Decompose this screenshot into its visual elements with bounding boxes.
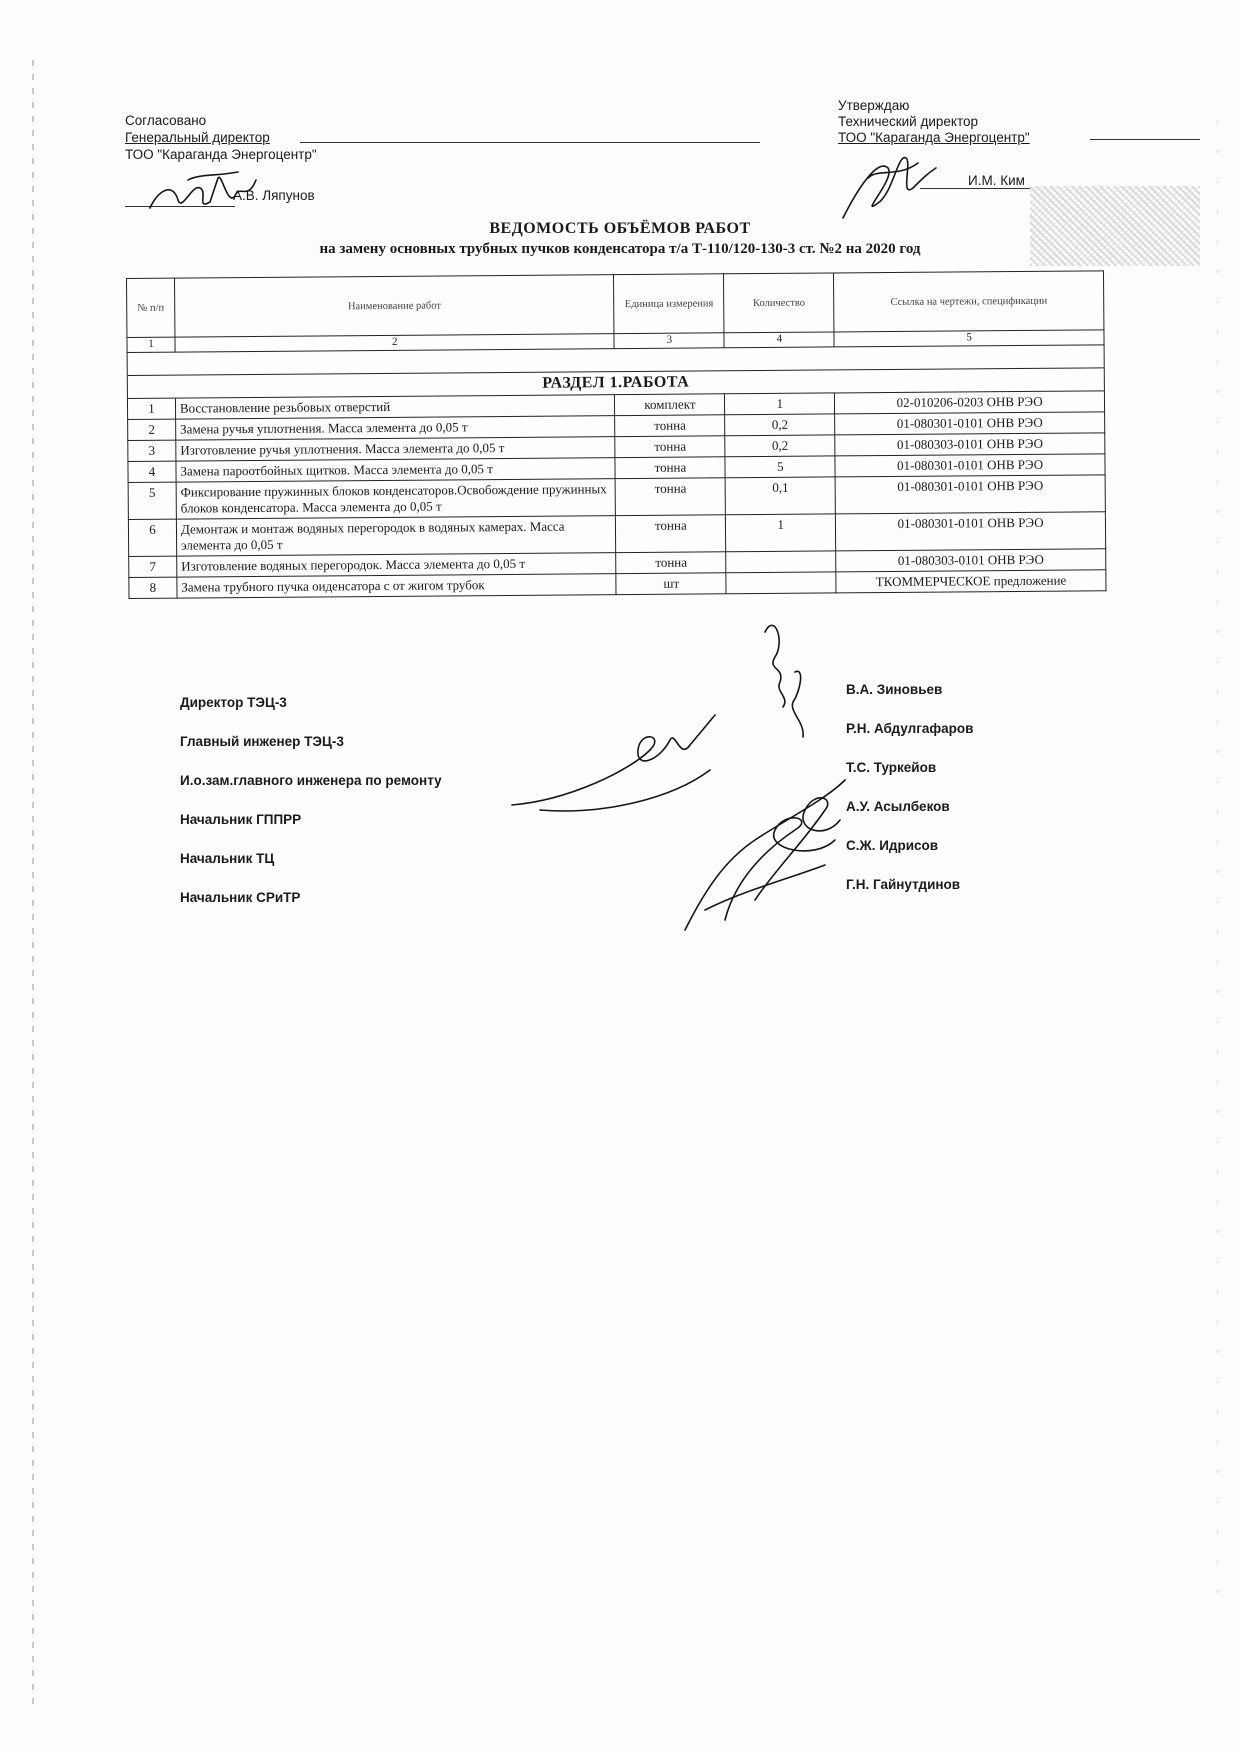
col-header-qty: Количество bbox=[724, 273, 834, 333]
approved-position: Технический директор bbox=[838, 114, 979, 129]
unit-cell: тонна bbox=[616, 478, 726, 516]
quantity-cell: 5 bbox=[725, 456, 835, 478]
row-number: 1 bbox=[127, 398, 175, 419]
row-number: 8 bbox=[129, 577, 177, 598]
reference-cell: 01-080303-0101 ОНВ РЭО bbox=[835, 433, 1105, 456]
approved-label: Утверждаю bbox=[838, 98, 910, 113]
reference-cell: 01-080301-0101 ОНВ РЭО bbox=[835, 454, 1105, 477]
signature-group bbox=[665, 770, 855, 940]
role-item: Начальник ГППРР bbox=[180, 812, 302, 827]
unit-cell: тонна bbox=[616, 552, 726, 574]
name-item: С.Ж. Идрисов bbox=[846, 838, 939, 853]
row-number: 7 bbox=[129, 556, 177, 577]
role-item: Начальник СРиТР bbox=[180, 890, 301, 905]
scan-edge-artifact-right bbox=[1217, 120, 1218, 1620]
document-subtitle: на замену основных трубных пучков конденсатора т/а Т-110/120-130-3 ст. №2 на 2020 год bbox=[319, 241, 921, 257]
signature-zinoviev bbox=[755, 612, 815, 742]
reference-cell: 01-080301-0101 ОНВ РЭО bbox=[835, 475, 1105, 514]
table-header-row bbox=[127, 271, 1104, 338]
work-name: Замена пароотбойных щитков. Масса элемента до 0,05 т bbox=[176, 458, 616, 482]
reference-cell: 02-010206-0203 ОНВ РЭО bbox=[835, 391, 1105, 414]
agreed-block bbox=[125, 112, 317, 203]
approved-signature bbox=[838, 148, 938, 228]
col-header-ref: Ссылка на чертежи, спецификации bbox=[834, 271, 1104, 332]
reference-cell: 01-080303-0101 ОНВ РЭО bbox=[836, 549, 1106, 572]
agreed-position: Генеральный директор bbox=[125, 130, 270, 145]
quantity-cell bbox=[726, 572, 836, 594]
work-name: Замена ручья уплотнения. Масса элемента до 0,05 т bbox=[176, 416, 616, 440]
header-rule bbox=[300, 142, 760, 143]
work-name: Демонтаж и монтаж водяных перегородок в водяных камерах. Масса элемента до 0,05 т bbox=[176, 516, 616, 556]
col-header-num: № п/п bbox=[127, 278, 175, 337]
approved-block bbox=[838, 98, 1030, 188]
agreed-company: ТОО "Караганда Энергоцентр" bbox=[125, 147, 317, 162]
col-number: 5 bbox=[834, 330, 1104, 347]
agreed-signer-name: А.В. Ляпунов bbox=[233, 188, 315, 203]
scan-edge-artifact bbox=[32, 60, 34, 1710]
approved-signer-name: И.М. Ким bbox=[968, 173, 1025, 188]
quantity-cell: 0,1 bbox=[725, 477, 835, 515]
row-number: 2 bbox=[128, 419, 176, 440]
row-number: 5 bbox=[128, 482, 176, 519]
work-name: Замена трубного пучка оиденсатора с от жигом трубок bbox=[177, 574, 617, 598]
unit-cell: комплект bbox=[615, 394, 725, 416]
col-number: 3 bbox=[614, 333, 724, 349]
quantity-cell bbox=[726, 551, 836, 573]
works-table bbox=[126, 270, 1106, 599]
col-number: 4 bbox=[724, 332, 834, 348]
role-item: Начальник ТЦ bbox=[180, 851, 275, 866]
quantity-cell: 0,2 bbox=[725, 435, 835, 457]
name-item: Г.Н. Гайнутдинов bbox=[846, 877, 961, 892]
unit-cell: шт bbox=[616, 573, 726, 595]
row-number: 3 bbox=[128, 440, 176, 461]
row-number: 4 bbox=[128, 461, 176, 482]
row-number: 6 bbox=[128, 519, 176, 556]
name-item: А.У. Асылбеков bbox=[846, 799, 950, 814]
role-item: Директор ТЭЦ-3 bbox=[180, 695, 287, 710]
col-number: 1 bbox=[127, 337, 175, 352]
document-title: ВЕДОМОСТЬ ОБЪЁМОВ РАБОТ bbox=[489, 220, 751, 237]
quantity-cell: 0,2 bbox=[725, 414, 835, 436]
col-header-name: Наименование работ bbox=[174, 275, 614, 337]
role-item: Главный инженер ТЭЦ-3 bbox=[180, 734, 344, 749]
work-name: Восстановление резьбовых отверстий bbox=[175, 395, 615, 419]
unit-cell: тонна bbox=[615, 436, 725, 458]
name-item: Т.С. Туркейов bbox=[846, 760, 937, 775]
reference-cell: 01-080301-0101 ОНВ РЭО bbox=[836, 512, 1106, 551]
quantity-cell: 1 bbox=[726, 514, 836, 552]
signatory-names bbox=[846, 682, 973, 916]
work-name: Изготовление ручья уплотнения. Масса элемента до 0,05 т bbox=[176, 437, 616, 461]
agreed-signature bbox=[148, 170, 258, 215]
role-item: И.о.зам.главного инженера по ремонту bbox=[180, 773, 442, 788]
section-title: РАЗДЕЛ 1.РАБОТА bbox=[127, 368, 1104, 399]
work-name: Фиксирование пружинных блоков конденсаторов.Освобождение пружинных блоков конденсатора. Масса элемента до 0,05 т bbox=[176, 479, 616, 519]
signatory-roles bbox=[180, 695, 442, 929]
unit-cell: тонна bbox=[616, 515, 726, 553]
unit-cell: тонна bbox=[615, 457, 725, 479]
agreed-label: Согласовано bbox=[125, 113, 207, 128]
name-item: В.А. Зиновьев bbox=[846, 682, 943, 697]
reference-cell: 01-080301-0101 ОНВ РЭО bbox=[835, 412, 1105, 435]
col-header-unit: Единица измерения bbox=[614, 274, 724, 334]
header-rule-right bbox=[1090, 139, 1200, 140]
reference-cell: ТКОММЕРЧЕСКОЕ предложение bbox=[836, 570, 1106, 593]
unit-cell: тонна bbox=[615, 415, 725, 437]
col-number: 2 bbox=[175, 334, 615, 352]
quantity-cell: 1 bbox=[725, 393, 835, 415]
approved-company: ТОО "Караганда Энергоцентр" bbox=[838, 130, 1030, 145]
name-item: Р.Н. Абдулгафаров bbox=[846, 721, 974, 736]
work-name: Изготовление водяных перегородок. Масса элемента до 0,05 т bbox=[177, 553, 617, 577]
